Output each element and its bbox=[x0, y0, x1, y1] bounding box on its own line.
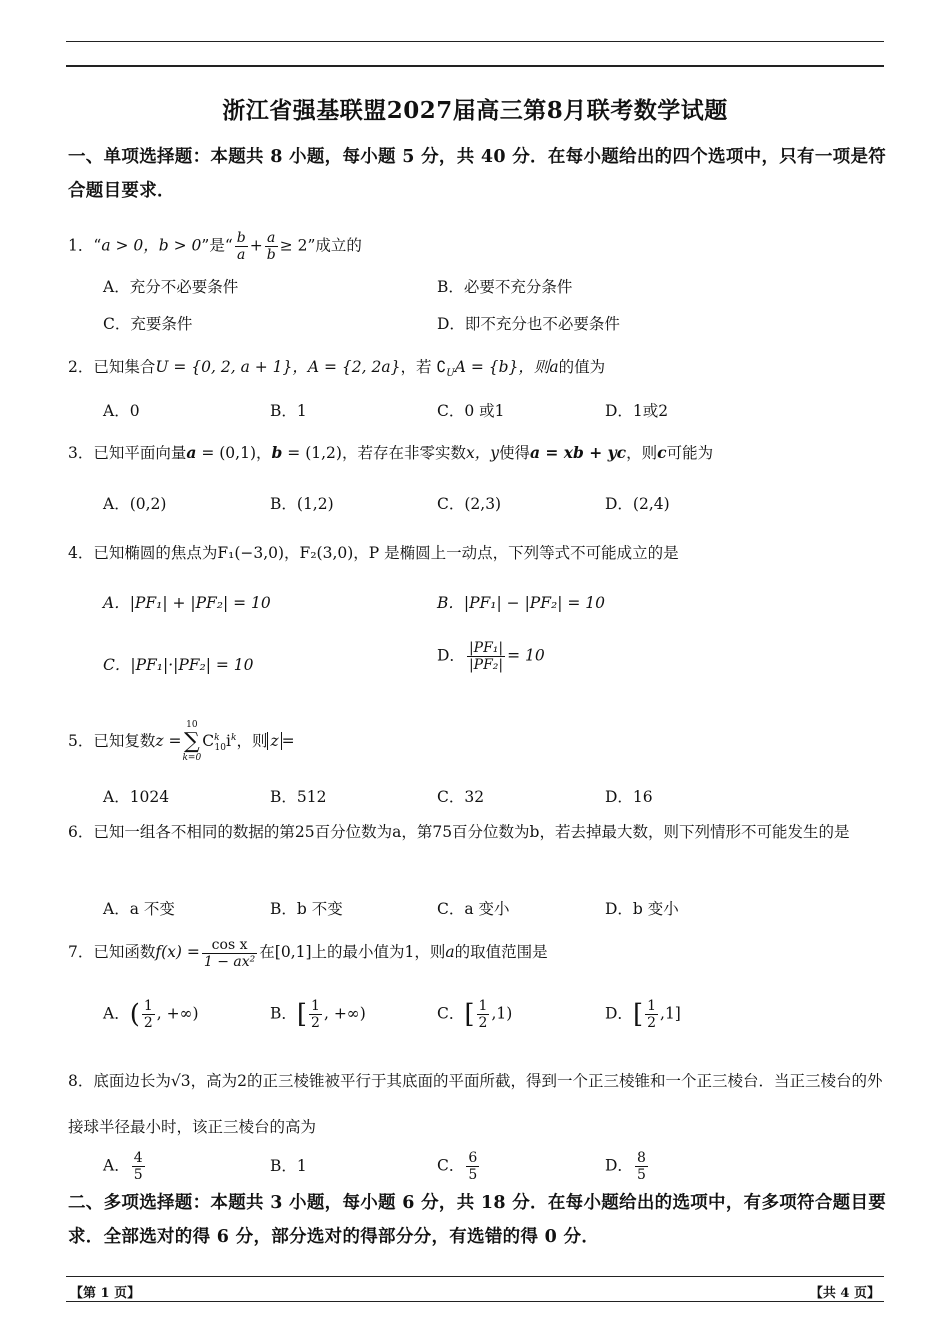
q7-option-d: D．[ $\frac{1}{2}$ ,1] bbox=[605, 998, 681, 1031]
q1-option-c: C．充要条件 bbox=[103, 315, 193, 333]
q2-option-d: D．1或2 bbox=[605, 402, 669, 420]
q5-option-c: C．32 bbox=[437, 788, 485, 806]
q7-option-c: C．[ $\frac{1}{2}$ ,1) bbox=[437, 998, 513, 1031]
question-8: 8．底面边长为√3，高为2的正三棱锥被平行于其底面的平面所截，得到一个正三棱锥和一个正三棱台．当正三棱台的外接球半径最小时，该正三棱台的高为 bbox=[68, 1072, 883, 1136]
question-3: 3．已知平面向量a = (0,1)，b = (1,2)，若存在非零实数x，y使得a = xb + yc，则c可能为 bbox=[68, 443, 714, 462]
page-title: 浙江省强基联盟2027届高三第8月联考数学试题 bbox=[222, 97, 728, 124]
summation-symbol: 10 ∑ k=0 bbox=[182, 720, 202, 764]
q1-option-a: A．充分不必要条件 bbox=[103, 278, 239, 296]
header-rule bbox=[66, 65, 884, 67]
q7-option-b: B．[ $\frac{1}{2}$ , +∞) bbox=[270, 998, 366, 1031]
footer-page-number: 【第 1 页】 bbox=[70, 1286, 141, 1301]
question-1: 1．“a > 0，b > 0”是“ $\frac{b}{a}$ + $\frac{a}{b}$ ≥ 2”成立的 bbox=[68, 230, 362, 263]
q8-option-c: C． $\frac{6}{5}$ bbox=[437, 1150, 478, 1183]
q7-option-a: A．( $\frac{1}{2}$ , +∞) bbox=[103, 998, 199, 1031]
q6-option-d: D．b 变小 bbox=[605, 900, 679, 918]
q4-option-c: C．|PF₁|·|PF₂| = 10 bbox=[103, 656, 254, 674]
q8-option-d: D． $\frac{8}{5}$ bbox=[605, 1150, 646, 1183]
section-1-heading: 一、单项选择题：本题共 8 小题，每小题 5 分，共 40 分．在每小题给出的四个选项中，只有一项是符合题目要求． bbox=[68, 147, 887, 201]
q6-option-b: B．b 不变 bbox=[270, 900, 343, 918]
fraction-a-over-b: $\frac{a}{b}$ bbox=[266, 230, 276, 263]
q1-option-d: D．即不充分也不必要条件 bbox=[437, 315, 620, 333]
q3-option-a: A．(0,2) bbox=[103, 495, 167, 513]
question-6: 6．已知一组各不相同的数据的第25百分位数为a，第75百分位数为b，若去掉最大数，则下列情形不可能发生的是 bbox=[68, 823, 850, 841]
q3-option-b: B．(1,2) bbox=[270, 495, 334, 513]
q3-option-c: C．(2,3) bbox=[437, 495, 502, 513]
question-5: 5．已知复数z = 10 ∑ k=0 $C^k_{10}i^k$，则 z = bbox=[68, 720, 295, 764]
q2-option-a: A．0 bbox=[103, 402, 140, 420]
q6-option-a: A．a 不变 bbox=[103, 900, 175, 918]
section-2-heading: 二、多项选择题：本题共 3 小题，每小题 6 分，共 18 分．在每小题给出的选项中，有多项符合题目要求．全部选对的得 6 分，部分选对的得部分分，有选错的得 0 分． bbox=[68, 1193, 887, 1247]
q5-option-a: A．1024 bbox=[103, 788, 170, 806]
top-rule bbox=[66, 41, 884, 42]
footer-total-pages: 【共 4 页】 bbox=[809, 1286, 880, 1301]
q4-d-fraction: $\frac{\text{|PF₁|}}{\text{|PF₂|}}$ bbox=[468, 640, 504, 673]
q2-option-c: C．0 或1 bbox=[437, 402, 505, 420]
q8-option-b: B．1 bbox=[270, 1157, 307, 1175]
q7-function-fraction: $\frac{\text{cos x}}{\text{1 − ax²}}$ bbox=[203, 936, 256, 970]
fraction-b-over-a: $\frac{b}{a}$ bbox=[236, 230, 246, 263]
q3-option-d: D．(2,4) bbox=[605, 495, 670, 513]
question-4: 4．已知椭圆的焦点为F₁(−3,0)，F₂(3,0)，P 是椭圆上一动点，下列等式不可能成立的是 bbox=[68, 544, 679, 562]
footer-rule-bottom bbox=[66, 1301, 884, 1302]
q5-option-b: B．512 bbox=[270, 788, 327, 806]
q2-option-b: B．1 bbox=[270, 402, 307, 420]
q4-option-a: A．|PF₁| + |PF₂| = 10 bbox=[103, 594, 271, 612]
q5-option-d: D．16 bbox=[605, 788, 653, 806]
question-2: 2．已知集合U = {0, 2, a + 1}，A = {2, 2a}，若 $∁_UA = \{b\}$，则a的值为 bbox=[68, 358, 606, 380]
q4-option-d: D． $\frac{\text{|PF₁|}}{\text{|PF₂|}}$ = 10 bbox=[437, 640, 545, 673]
q1-option-b: B．必要不充分条件 bbox=[437, 278, 573, 296]
footer-rule-top bbox=[66, 1276, 884, 1277]
q6-option-c: C．a 变小 bbox=[437, 900, 510, 918]
q8-option-a: A． $\frac{4}{5}$ bbox=[103, 1150, 143, 1183]
q4-option-b: B．|PF₁| − |PF₂| = 10 bbox=[437, 594, 605, 612]
question-7: 7．已知函数f(x) = $\frac{\text{cos x}}{\text{1 − ax²}}$ 在[0,1]上的最小值为1，则a的取值范围是 bbox=[68, 936, 548, 970]
